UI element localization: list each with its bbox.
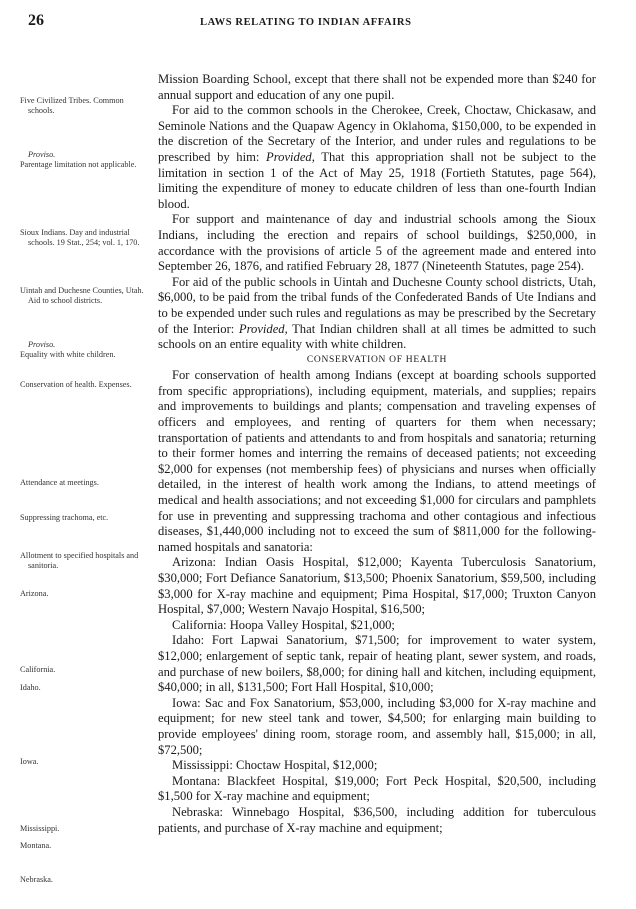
body-text	[158, 72, 596, 836]
margin-note-text: Uintah and Duchesne Counties, Utah. Aid to school districts.	[20, 286, 144, 305]
margin-note-conservation	[20, 380, 148, 390]
margin-note-text: Idaho.	[20, 683, 41, 692]
proviso-text: That this appropriation shall not be subject to the limitation in section 1 of the Act of May 25, 1918 (Fortieth Statutes, page 564), limiting the expenditure of money to educate children of less than one-fourth Indian blood.	[158, 149, 596, 211]
paragraph-text: For aid of the public schools in Uintah and Duchesne County school districts, Utah, $6,000, to be paid from the tribal funds of the Confederated Bands of Ute Indians and to be expended under such rules and regulations as may be prescribed by the Secretary of the Interior:	[158, 274, 596, 336]
paragraph-sioux-schools: For support and maintenance of day and industrial schools among the Sioux Indians, including the erection and repairs of school buildings, $250,000, in accordance with the provisions of article 5 of the agreement made and entered into September 26, 1876, and ratified February 28, 1877 (Nineteenth Statutes, page 254).	[158, 212, 596, 274]
margin-note-arizona	[20, 589, 148, 599]
proviso-text: That Indian children shall at all times be admitted to such schools on an entire equality with white children.	[158, 321, 597, 352]
paragraph-mississippi: Mississippi: Choctaw Hospital, $12,000;	[172, 758, 378, 773]
margin-note-mississippi	[20, 824, 148, 834]
margin-note-text: Suppressing trachoma, etc.	[20, 513, 109, 522]
paragraph-iowa: Iowa: Sac and Fox Sanatorium, $53,000, including $3,000 for X-ray machine and equipment; for new steel tank and tower, $4,500; for enlarging main building to provide employees' dining room, storage room, and assembly hall, $15,000; in all, $72,500;	[158, 695, 596, 757]
margin-note-text: Conservation of health. Expenses.	[20, 380, 132, 389]
paragraph-montana: Montana: Blackfeet Hospital, $19,000; Fort Peck Hospital, $20,500, including $1,500 for X-ray machine and equipment;	[158, 773, 596, 804]
margin-note-proviso-1	[20, 150, 148, 169]
margin-note-text: Allotment to specified hospitals and sanitoria.	[20, 551, 139, 570]
paragraph-text: For aid to the common schools in the Cherokee, Creek, Choctaw, Chickasaw, and Seminole Nations and the Quapaw Agency in Oklahoma, $150,000, to be expended in the discretion of the Secretary of the Interior, and under rules and regulations to be prescribed by him:	[158, 103, 596, 164]
paragraph-arizona: Arizona: Indian Oasis Hospital, $12,000; Kayenta Tuberculosis Sanatorium, $30,000; Fort Defiance Sanatorium, $13,500; Phoenix Sanatorium, $59,500, including $3,000 for X-ray machine and equipment; Pima Hospital, $17,000; Truxton Canyon Hospital, $7,000; Western Navajo Hospital, $16,500;	[158, 555, 596, 617]
margin-note-attendance	[20, 478, 148, 488]
margin-note-idaho	[20, 683, 148, 693]
margin-note-five-civilized-tribes	[20, 96, 148, 115]
margin-note-text: Parentage limitation not applicable.	[20, 159, 137, 169]
margin-note-text: Arizona.	[20, 589, 49, 598]
running-title: LAWS RELATING TO INDIAN AFFAIRS	[200, 17, 412, 28]
margin-note-text: California.	[20, 665, 56, 674]
margin-note-sioux	[20, 228, 148, 247]
margin-note-text: Nebraska.	[20, 875, 53, 884]
margin-note-text: Attendance at meetings.	[20, 478, 99, 487]
margin-note-montana	[20, 841, 148, 851]
margin-note-california	[20, 665, 148, 675]
paragraph-uintah-schools	[158, 275, 596, 353]
margin-note-uintah	[20, 286, 148, 305]
paragraph-conservation-health: For conservation of health among Indians (except at boarding schools supported from specific appropriations), including equipment, materials, and supplies; repairs and improvements to buildings and plants; compensation and traveling expenses of officers and employees, and renting of quarters for them when necessary; transportation of patients and attendants to and from hospitals and sanatoria; returning to their former homes and interring the remains of deceased patients; not exceeding $2,000 for expenses (not membership fees) of physicians and nurses when officially detailed, in the interest of health work among the Indians, to attend meetings of medical and health associations; and not exceeding $1,000 for circulars and pamphlets for use in preventing and suppressing trachoma and other contagious and infectious diseases, $1,440,000 including not to exceed the sum of $811,000 for the following-named hospitals and sanatoria:	[158, 368, 596, 554]
margin-note-proviso-label: Proviso.	[28, 150, 56, 159]
paragraph-idaho: Idaho: Fort Lapwai Sanatorium, $71,500; for improvement to water system, $12,000; enlargement of septic tank, repair of heating plant, sewer system, and roads, and purchase of new boilers, $8,000; for dining hall and kitchen, including equipment, $40,000; in all, $131,500; Fort Hall Hospital, $10,000;	[158, 633, 596, 695]
margin-note-text: Iowa.	[20, 757, 39, 766]
paragraph-common-schools	[158, 103, 596, 212]
margin-note-text: Mississippi.	[20, 824, 60, 833]
margin-note-text: Five Civilized Tribes. Common schools.	[20, 96, 124, 115]
margin-note-text: Sioux Indians. Day and industrial schools. 19 Stat., 254; vol. 1, 170.	[20, 228, 140, 247]
page-number: 26	[28, 12, 44, 29]
margin-note-text: Equality with white children.	[20, 349, 116, 359]
proviso-label: Provided,	[238, 321, 288, 336]
margin-note-trachoma	[20, 513, 148, 523]
margin-note-iowa	[20, 757, 148, 767]
proviso-label: Provided,	[266, 149, 315, 164]
paragraph-mission-school: Mission Boarding School, except that there shall not be expended more than $240 for annual support and education of any one pupil.	[158, 72, 596, 102]
margin-note-text: Montana.	[20, 841, 52, 850]
margin-note-allotment	[20, 551, 148, 570]
margin-note-nebraska	[20, 875, 148, 885]
paragraph-nebraska: Nebraska: Winnebago Hospital, $36,500, including addition for tuberculous patients, and purchase of X-ray machine and equipment;	[158, 804, 596, 835]
section-title: CONSERVATION OF HEALTH	[306, 354, 448, 365]
margin-note-proviso-2	[20, 340, 148, 359]
paragraph-california: California: Hoopa Valley Hospital, $21,000;	[172, 617, 395, 632]
margin-note-proviso-label: Proviso.	[28, 340, 56, 349]
